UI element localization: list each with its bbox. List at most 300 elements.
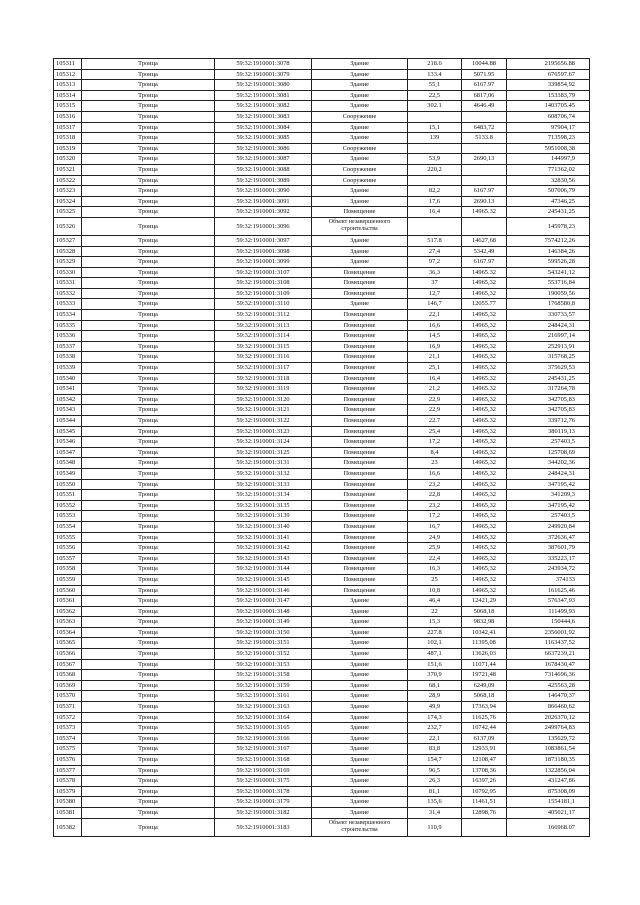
settlement-cell: Троица: [82, 702, 215, 713]
area-cell: 16,7: [408, 521, 462, 532]
cadastral-number-cell: 59:32:1910001:3114: [215, 331, 312, 342]
cadastral-value-cell: 507006,79: [507, 186, 590, 197]
area-cell: 25,4: [408, 426, 462, 437]
row-number: 105328: [54, 246, 82, 257]
area-cell: 110,9: [408, 818, 462, 836]
settlement-cell: Троица: [82, 331, 215, 342]
cadastral-number-cell: 59:32:1910001:3084: [215, 122, 312, 133]
cadastral-value-cell: 32830,56: [507, 175, 590, 186]
table-row: [54, 207, 590, 218]
cadastral-value-cell: 150444,6: [507, 617, 590, 628]
object-type-cell: Помещение: [312, 331, 408, 342]
cadastral-number-cell: 59:32:1910001:3158: [215, 670, 312, 681]
object-type-cell: Сооружение: [312, 175, 408, 186]
row-number: 105346: [54, 437, 82, 448]
area-cell: 49,9: [408, 702, 462, 713]
settlement-cell: Троица: [82, 532, 215, 543]
rate-cell: 14965.32: [462, 207, 507, 218]
row-number: 105332: [54, 288, 82, 299]
object-type-cell: Здание: [312, 786, 408, 797]
cadastral-number-cell: 59:32:1910001:3108: [215, 278, 312, 289]
cadastral-value-cell: 6637239,21: [507, 649, 590, 660]
rate-cell: 14965,32: [462, 288, 507, 299]
rate-cell: 12055.77: [462, 299, 507, 310]
object-type-cell: Здание: [312, 101, 408, 112]
table-row: [54, 90, 590, 101]
rate-cell: 5342,49: [462, 246, 507, 257]
table-row: [54, 659, 590, 670]
table-row: [54, 278, 590, 289]
rate-cell: 13708,36: [462, 765, 507, 776]
settlement-cell: Троица: [82, 143, 215, 154]
settlement-cell: Троица: [82, 543, 215, 554]
cadastral-value-cell: 2499764,83: [507, 723, 590, 734]
cadastral-number-cell: 59:32:1910001:3163: [215, 702, 312, 713]
settlement-cell: Троица: [82, 384, 215, 395]
rate-cell: 12898,76: [462, 807, 507, 818]
cadastral-number-cell: 59:32:1910001:3080: [215, 80, 312, 91]
settlement-cell: Троица: [82, 447, 215, 458]
cadastral-value-cell: 1554181,1: [507, 797, 590, 808]
object-type-cell: Здание: [312, 712, 408, 723]
row-number: 105347: [54, 447, 82, 458]
settlement-cell: Троица: [82, 341, 215, 352]
row-number: 105380: [54, 797, 82, 808]
area-cell: 22,1: [408, 733, 462, 744]
table-row: [54, 257, 590, 268]
rate-cell: 14965,32: [462, 564, 507, 575]
table-row: [54, 521, 590, 532]
table-row: [54, 310, 590, 321]
table-row: [54, 574, 590, 585]
cadastral-number-cell: 59:32:1910001:3178: [215, 786, 312, 797]
settlement-cell: Троица: [82, 670, 215, 681]
area-cell: 232,7: [408, 723, 462, 734]
table-row: [54, 235, 590, 246]
cadastral-value-cell: 347195,42: [507, 500, 590, 511]
rate-cell: 14627,68: [462, 235, 507, 246]
cadastral-value-cell: 1768580,8: [507, 299, 590, 310]
rate-cell: 14965,32: [462, 310, 507, 321]
rate-cell: 11395,08: [462, 638, 507, 649]
area-cell: 487,1: [408, 649, 462, 660]
cadastral-number-cell: 59:32:1910001:3092: [215, 207, 312, 218]
table-row: [54, 617, 590, 628]
row-number: 105361: [54, 596, 82, 607]
object-type-cell: Помещение: [312, 384, 408, 395]
settlement-cell: Троица: [82, 649, 215, 660]
area-cell: 27,4: [408, 246, 462, 257]
cadastral-value-cell: 144997,9: [507, 154, 590, 165]
cadastral-value-cell: 161625,46: [507, 585, 590, 596]
settlement-cell: Троица: [82, 500, 215, 511]
row-number: 105382: [54, 818, 82, 836]
row-number: 105315: [54, 101, 82, 112]
row-number: 105373: [54, 723, 82, 734]
rate-cell: 13626,03: [462, 649, 507, 660]
object-type-cell: Помещение: [312, 564, 408, 575]
cadastral-value-cell: 866460,62: [507, 702, 590, 713]
cadastral-number-cell: 59:32:1910001:3125: [215, 447, 312, 458]
settlement-cell: Троица: [82, 133, 215, 144]
cadastral-number-cell: 59:32:1910001:3112: [215, 310, 312, 321]
table-row: [54, 59, 590, 70]
area-cell: 25: [408, 574, 462, 585]
table-row: [54, 111, 590, 122]
cadastral-number-cell: 59:32:1910001:3167: [215, 744, 312, 755]
table-row: [54, 702, 590, 713]
object-type-cell: Здание: [312, 186, 408, 197]
area-cell: 22: [408, 606, 462, 617]
object-type-cell: Помещение: [312, 468, 408, 479]
object-type-cell: Здание: [312, 257, 408, 268]
object-type-cell: Здание: [312, 122, 408, 133]
cadastral-number-cell: 59:32:1910001:3183: [215, 818, 312, 836]
table-row: [54, 331, 590, 342]
settlement-cell: Троица: [82, 680, 215, 691]
object-type-cell: Помещение: [312, 310, 408, 321]
row-number: 105317: [54, 122, 82, 133]
area-cell: 83,8: [408, 744, 462, 755]
settlement-cell: Троица: [82, 765, 215, 776]
cadastral-number-cell: 59:32:1910001:3164: [215, 712, 312, 723]
row-number: 105355: [54, 532, 82, 543]
table-row: [54, 585, 590, 596]
rate-cell: 14965.32: [462, 384, 507, 395]
rate-cell: 16397,26: [462, 776, 507, 787]
settlement-cell: Троица: [82, 373, 215, 384]
cadastral-value-cell: 216997,14: [507, 331, 590, 342]
cadastral-number-cell: 59:32:1910001:3090: [215, 186, 312, 197]
settlement-cell: Троица: [82, 733, 215, 744]
cadastral-number-cell: 59:32:1910001:3091: [215, 196, 312, 207]
cadastral-number-cell: 59:32:1910001:3116: [215, 352, 312, 363]
row-number: 105335: [54, 320, 82, 331]
rate-cell: 12421,29: [462, 596, 507, 607]
rate-cell: 6137,09: [462, 733, 507, 744]
object-type-cell: Помещение: [312, 437, 408, 448]
row-number: 105366: [54, 649, 82, 660]
area-cell: 154,7: [408, 755, 462, 766]
cadastral-value-cell: 676597.67: [507, 69, 590, 80]
cadastral-value-cell: 330733,57: [507, 310, 590, 321]
table-row: [54, 596, 590, 607]
row-number: 105316: [54, 111, 82, 122]
area-cell: 22,9: [408, 405, 462, 416]
object-type-cell: Здание: [312, 670, 408, 681]
table-row: [54, 122, 590, 133]
cadastral-number-cell: 59:32:1910001:3121: [215, 405, 312, 416]
cadastral-number-cell: 59:32:1910001:3132: [215, 468, 312, 479]
table-row: [54, 320, 590, 331]
object-type-cell: Помещение: [312, 267, 408, 278]
cadastral-number-cell: 59:32:1910001:3089: [215, 175, 312, 186]
object-type-cell: Здание: [312, 638, 408, 649]
table-row: [54, 196, 590, 207]
object-type-cell: Помещение: [312, 352, 408, 363]
area-cell: 139: [408, 133, 462, 144]
object-type-cell: Здание: [312, 649, 408, 660]
object-type-cell: Здание: [312, 596, 408, 607]
property-table: [53, 58, 590, 837]
settlement-cell: Троица: [82, 288, 215, 299]
cadastral-value-cell: 335223,17: [507, 553, 590, 564]
rate-cell: 5071.95: [462, 69, 507, 80]
area-cell: 302.1: [408, 101, 462, 112]
area-cell: 15,1: [408, 122, 462, 133]
cadastral-value-cell: 342705,83: [507, 405, 590, 416]
cadastral-number-cell: 59:32:1910001:3078: [215, 59, 312, 70]
document-page: [53, 58, 589, 837]
row-number: 105359: [54, 574, 82, 585]
object-type-cell: Здание: [312, 59, 408, 70]
area-cell: 370,9: [408, 670, 462, 681]
cadastral-value-cell: 248424,31: [507, 468, 590, 479]
cadastral-value-cell: 125708,69: [507, 447, 590, 458]
cadastral-value-cell: 190059,56: [507, 288, 590, 299]
rate-cell: 14965,32: [462, 553, 507, 564]
row-number: 105368: [54, 670, 82, 681]
rate-cell: 14965,32: [462, 543, 507, 554]
cadastral-value-cell: 553716,84: [507, 278, 590, 289]
cadastral-number-cell: 59:32:1910001:3142: [215, 543, 312, 554]
area-cell: 46,4: [408, 596, 462, 607]
rate-cell: 6249,09: [462, 680, 507, 691]
row-number: 105349: [54, 468, 82, 479]
object-type-cell: Помещение: [312, 479, 408, 490]
cadastral-value-cell: 341209,3: [507, 490, 590, 501]
object-type-cell: Помещение: [312, 320, 408, 331]
cadastral-number-cell: 59:32:1910001:3151: [215, 638, 312, 649]
table-row: [54, 786, 590, 797]
cadastral-value-cell: 166968.07: [507, 818, 590, 836]
table-row: [54, 288, 590, 299]
settlement-cell: Троица: [82, 807, 215, 818]
area-cell: 135,6: [408, 797, 462, 808]
settlement-cell: Троица: [82, 596, 215, 607]
row-number: 105321: [54, 164, 82, 175]
cadastral-number-cell: 59:32:1910001:3120: [215, 394, 312, 405]
object-type-cell: Здание: [312, 776, 408, 787]
area-cell: [408, 217, 462, 235]
cadastral-number-cell: 59:32:1910001:3152: [215, 649, 312, 660]
cadastral-value-cell: 374133: [507, 574, 590, 585]
rate-cell: 19721,48: [462, 670, 507, 681]
rate-cell: 14965,32: [462, 532, 507, 543]
rate-cell: 14965,32: [462, 437, 507, 448]
cadastral-value-cell: 599526,28: [507, 257, 590, 268]
object-type-cell: Здание: [312, 659, 408, 670]
row-number: 105377: [54, 765, 82, 776]
table-row: [54, 80, 590, 91]
settlement-cell: Троица: [82, 175, 215, 186]
cadastral-number-cell: 59:32:1910001:3082: [215, 101, 312, 112]
settlement-cell: Троица: [82, 111, 215, 122]
rate-cell: 14965.32: [462, 267, 507, 278]
row-number: 105343: [54, 405, 82, 416]
cadastral-value-cell: 243934,72: [507, 564, 590, 575]
settlement-cell: Троица: [82, 437, 215, 448]
table-row: [54, 744, 590, 755]
settlement-cell: Троица: [82, 59, 215, 70]
cadastral-number-cell: 59:32:1910001:3179: [215, 797, 312, 808]
object-type-cell: Помещение: [312, 426, 408, 437]
settlement-cell: Троица: [82, 186, 215, 197]
settlement-cell: Троица: [82, 479, 215, 490]
object-type-cell: Помещение: [312, 490, 408, 501]
rate-cell: [462, 175, 507, 186]
area-cell: 14,5: [408, 331, 462, 342]
cadastral-number-cell: 59:32:1910001:3148: [215, 606, 312, 617]
rate-cell: 14965,32: [462, 585, 507, 596]
rate-cell: 6167.97: [462, 80, 507, 91]
object-type-cell: Помещение: [312, 543, 408, 554]
object-type-cell: Помещение: [312, 341, 408, 352]
settlement-cell: Троица: [82, 426, 215, 437]
row-number: 105338: [54, 352, 82, 363]
settlement-cell: Троица: [82, 617, 215, 628]
row-number: 105312: [54, 69, 82, 80]
object-type-cell: Здание: [312, 299, 408, 310]
cadastral-value-cell: 111499,93: [507, 606, 590, 617]
row-number: 105342: [54, 394, 82, 405]
cadastral-number-cell: 59:32:1910001:3139: [215, 511, 312, 522]
area-cell: 53,9: [408, 154, 462, 165]
table-row: [54, 447, 590, 458]
settlement-cell: Троица: [82, 797, 215, 808]
settlement-cell: Троица: [82, 553, 215, 564]
area-cell: [408, 111, 462, 122]
object-type-cell: Помещение: [312, 394, 408, 405]
settlement-cell: Троица: [82, 490, 215, 501]
table-row: [54, 479, 590, 490]
object-type-cell: Здание: [312, 235, 408, 246]
row-number: 105339: [54, 363, 82, 374]
cadastral-number-cell: 59:32:1910001:3113: [215, 320, 312, 331]
rate-cell: 10342,41: [462, 627, 507, 638]
row-number: 105340: [54, 373, 82, 384]
area-cell: 12,7: [408, 288, 462, 299]
cadastral-value-cell: 7574212,26: [507, 235, 590, 246]
cadastral-value-cell: 1322856,04: [507, 765, 590, 776]
table-row: [54, 299, 590, 310]
row-number: 105351: [54, 490, 82, 501]
table-row: [54, 69, 590, 80]
settlement-cell: Троица: [82, 468, 215, 479]
row-number: 105375: [54, 744, 82, 755]
rate-cell: 14965,32: [462, 447, 507, 458]
cadastral-number-cell: 59:32:1910001:3145: [215, 574, 312, 585]
rate-cell: 14965,32: [462, 331, 507, 342]
rate-cell: 14965,32: [462, 574, 507, 585]
object-type-cell: Помещение: [312, 278, 408, 289]
table-row: [54, 352, 590, 363]
area-cell: 174,3: [408, 712, 462, 723]
cadastral-value-cell: 375629,53: [507, 363, 590, 374]
cadastral-number-cell: 59:32:1910001:3098: [215, 246, 312, 257]
area-cell: 82,2: [408, 186, 462, 197]
cadastral-value-cell: 372636,47: [507, 532, 590, 543]
cadastral-value-cell: 317264,78: [507, 384, 590, 395]
cadastral-number-cell: 59:32:1910001:3087: [215, 154, 312, 165]
settlement-cell: Троица: [82, 217, 215, 235]
object-type-cell: Здание: [312, 765, 408, 776]
rate-cell: 10792,95: [462, 786, 507, 797]
object-type-cell: Здание: [312, 90, 408, 101]
cadastral-value-cell: 1403705.45: [507, 101, 590, 112]
cadastral-number-cell: 59:32:1910001:3159: [215, 680, 312, 691]
table-row: [54, 384, 590, 395]
settlement-cell: Троица: [82, 257, 215, 268]
cadastral-value-cell: 252913,91: [507, 341, 590, 352]
row-number: 105311: [54, 59, 82, 70]
table-row: [54, 363, 590, 374]
area-cell: 146,7: [408, 299, 462, 310]
rate-cell: 14965,32: [462, 479, 507, 490]
cadastral-number-cell: 59:32:1910001:3135: [215, 500, 312, 511]
rate-cell: 2690,13: [462, 154, 507, 165]
area-cell: 25,1: [408, 363, 462, 374]
area-cell: 36,3: [408, 267, 462, 278]
row-number: 105364: [54, 627, 82, 638]
table-row: [54, 797, 590, 808]
settlement-cell: Троица: [82, 90, 215, 101]
object-type-cell: Помещение: [312, 585, 408, 596]
cadastral-value-cell: 245431,25: [507, 373, 590, 384]
object-type-cell: Здание: [312, 723, 408, 734]
area-cell: 22,5: [408, 90, 462, 101]
rate-cell: 14965,32: [462, 363, 507, 374]
object-type-cell: Сооружение: [312, 143, 408, 154]
settlement-cell: Троица: [82, 744, 215, 755]
table-row: [54, 638, 590, 649]
cadastral-value-cell: 425563,28: [507, 680, 590, 691]
object-type-cell: Помещение: [312, 363, 408, 374]
table-row: [54, 649, 590, 660]
row-number: 105362: [54, 606, 82, 617]
cadastral-value-cell: 543241,12: [507, 267, 590, 278]
rate-cell: 14965,32: [462, 341, 507, 352]
row-number: 105323: [54, 186, 82, 197]
object-type-cell: Помещение: [312, 511, 408, 522]
row-number: 105331: [54, 278, 82, 289]
cadastral-value-cell: 257403,5: [507, 437, 590, 448]
cadastral-number-cell: 59:32:1910001:3168: [215, 755, 312, 766]
area-cell: 25,9: [408, 543, 462, 554]
cadastral-number-cell: 59:32:1910001:3124: [215, 437, 312, 448]
cadastral-number-cell: 59:32:1910001:3161: [215, 691, 312, 702]
rate-cell: 14965,32: [462, 521, 507, 532]
row-number: 105378: [54, 776, 82, 787]
object-type-cell: Помещение: [312, 416, 408, 427]
row-number: 105356: [54, 543, 82, 554]
area-cell: 97,2: [408, 257, 462, 268]
row-number: 105381: [54, 807, 82, 818]
cadastral-value-cell: 257403,5: [507, 511, 590, 522]
cadastral-value-cell: 97904,17: [507, 122, 590, 133]
settlement-cell: Троица: [82, 164, 215, 175]
object-type-cell: Помещение: [312, 207, 408, 218]
cadastral-value-cell: 7314696,36: [507, 670, 590, 681]
row-number: 105341: [54, 384, 82, 395]
cadastral-value-cell: 146384,26: [507, 246, 590, 257]
area-cell: 68,1: [408, 680, 462, 691]
settlement-cell: Троица: [82, 776, 215, 787]
rate-cell: 2690.13: [462, 196, 507, 207]
object-type-cell: Сооружение: [312, 164, 408, 175]
cadastral-number-cell: 59:32:1910001:3117: [215, 363, 312, 374]
cadastral-value-cell: 2195656.88: [507, 59, 590, 70]
